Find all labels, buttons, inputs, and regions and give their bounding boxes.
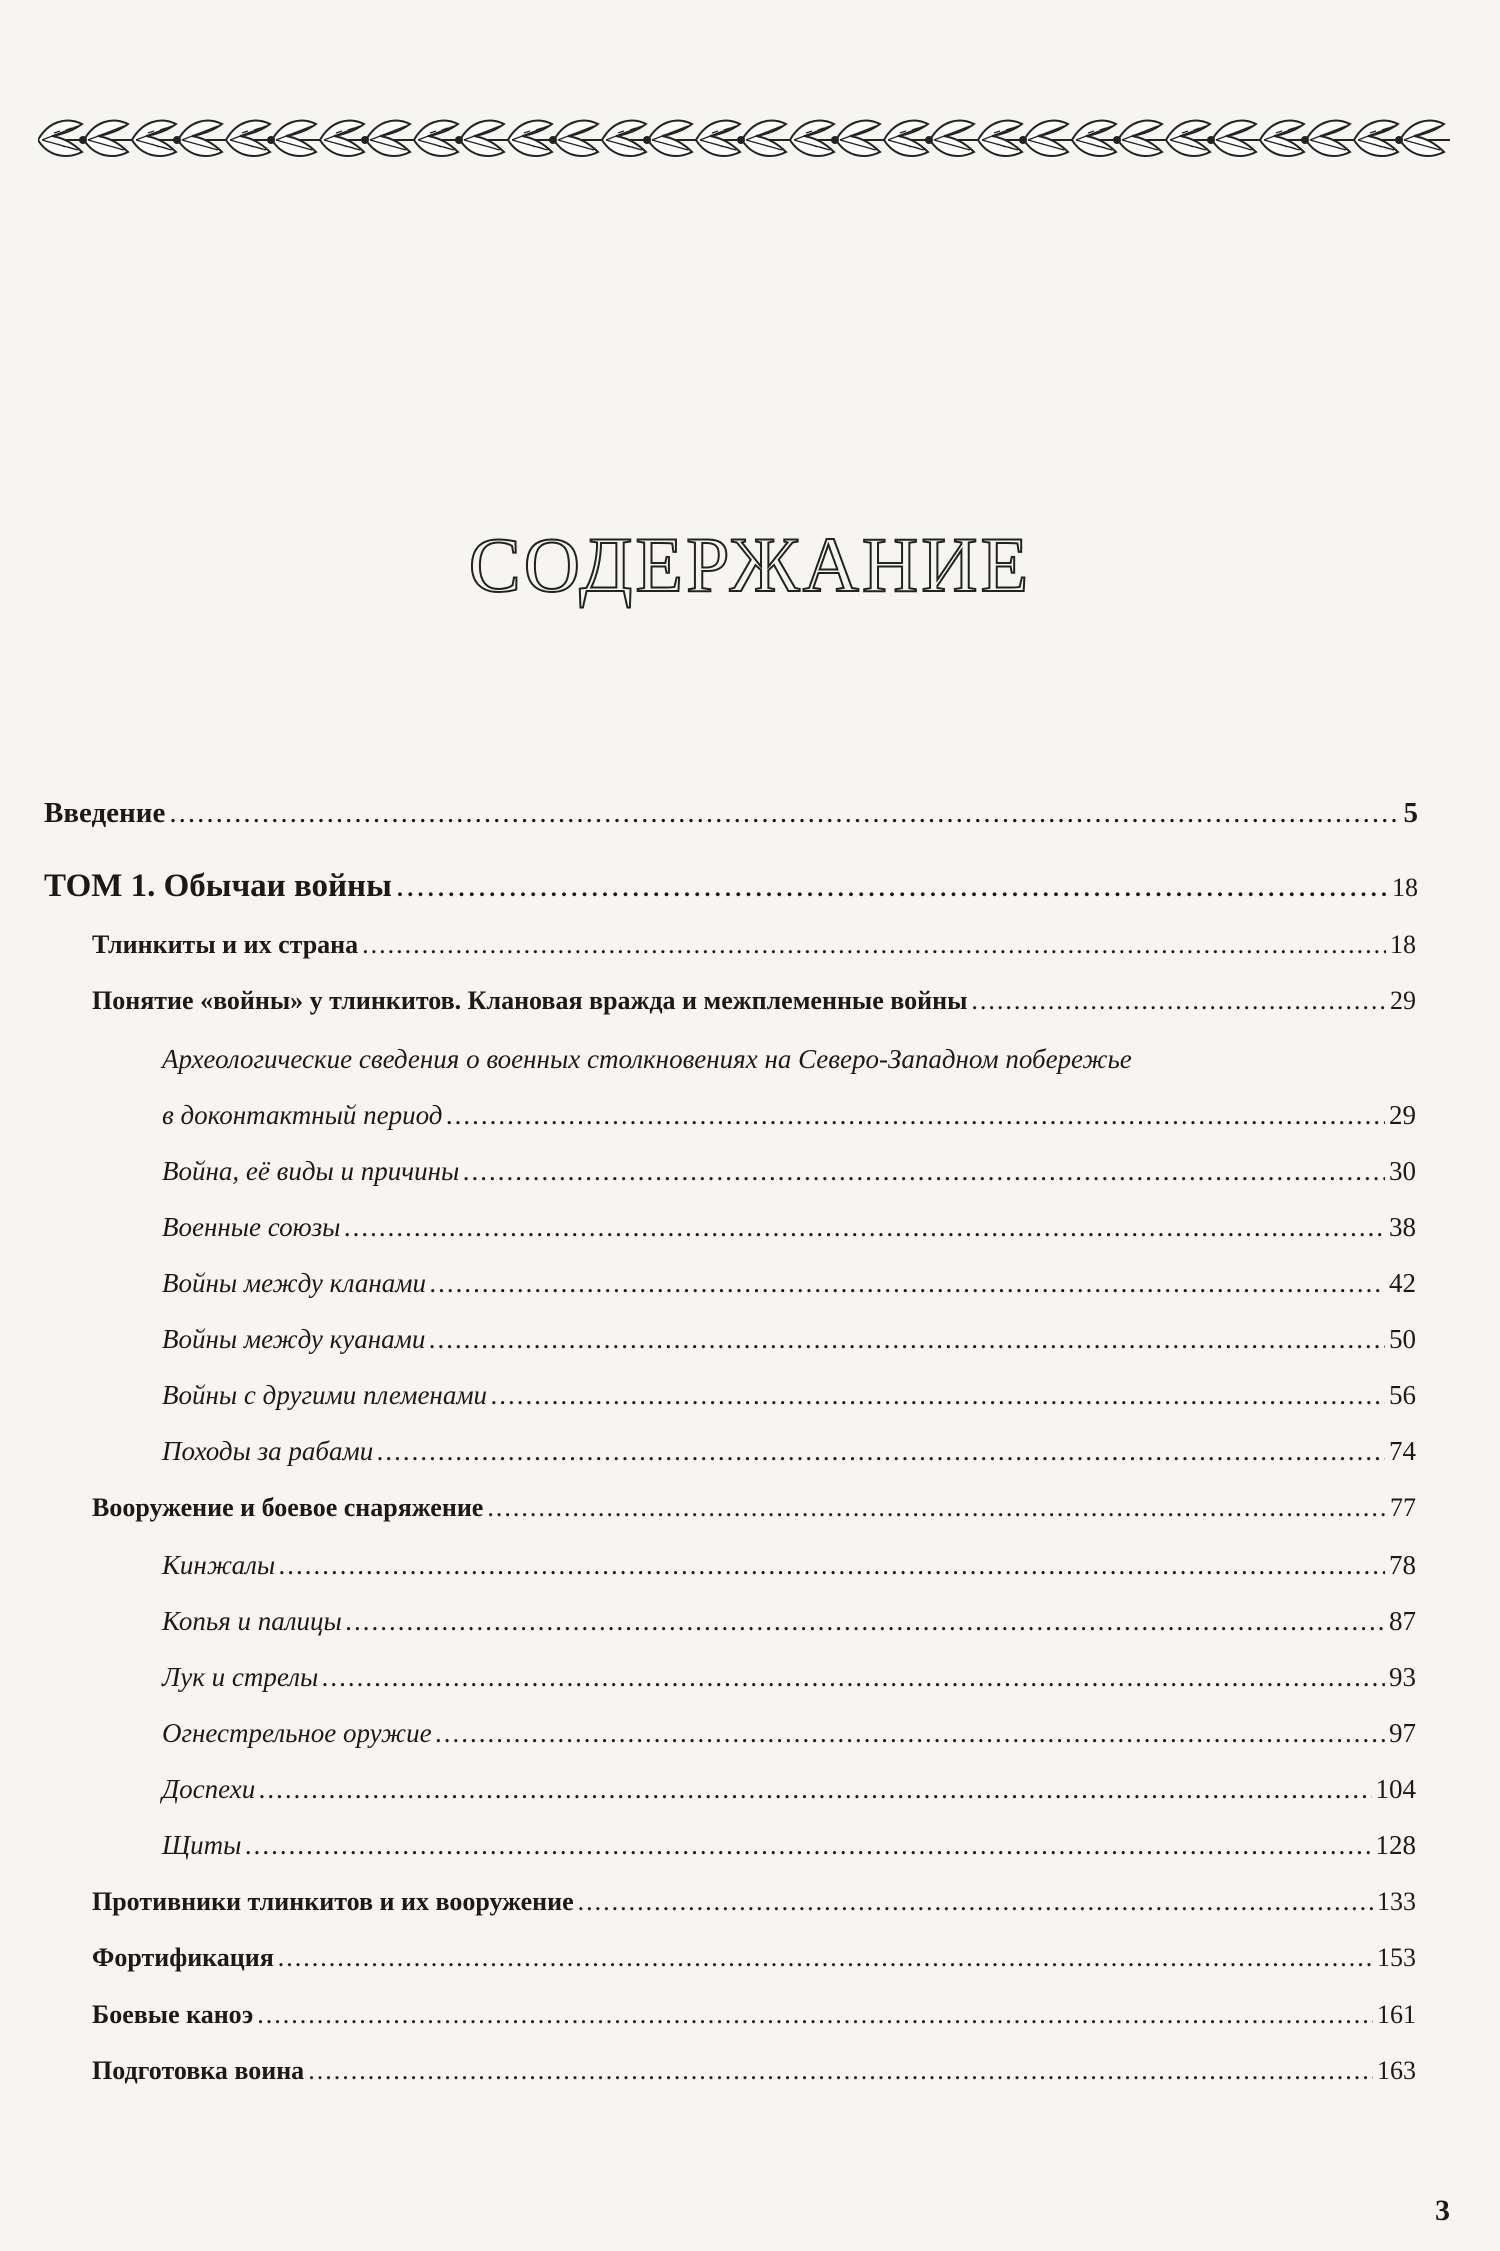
toc-entry-label: Войны между куанами <box>162 1324 426 1354</box>
toc-page-number: 77 <box>1390 1493 1416 1522</box>
toc-entry-label: Походы за рабами <box>162 1436 374 1466</box>
toc-entry-fortification[interactable] <box>92 1943 1416 1973</box>
toc-entry-war-concept[interactable] <box>92 986 1416 1016</box>
toc-page-number: 56 <box>1389 1380 1416 1410</box>
toc-page-number: 74 <box>1389 1436 1416 1466</box>
toc-entry-tribe-wars[interactable] <box>162 1380 1416 1411</box>
toc-entry-weapons[interactable] <box>92 1493 1416 1523</box>
toc-leader-dots <box>491 1380 1385 1411</box>
toc-leader-dots <box>279 1550 1385 1581</box>
toc-entry-shields[interactable] <box>162 1830 1416 1861</box>
toc-entry-label: Понятие «войны» у тлинкитов. Клановая вражда и межплеменные войны <box>92 986 968 1015</box>
toc-entry-label: Доспехи <box>162 1774 256 1804</box>
toc-leader-dots <box>169 797 1399 830</box>
toc-entry-label: Копья и палицы <box>162 1606 342 1636</box>
toc-entry-kuan-wars[interactable] <box>162 1324 1416 1355</box>
toc-page-number: 42 <box>1389 1268 1416 1298</box>
toc-leader-dots <box>245 1830 1371 1861</box>
toc-leader-dots <box>362 930 1386 960</box>
toc-page-number: 50 <box>1389 1324 1416 1354</box>
toc-entry-armor[interactable] <box>162 1774 1416 1805</box>
page-number: 3 <box>1435 2194 1450 2227</box>
toc-leader-dots <box>396 868 1388 905</box>
toc-leader-dots <box>446 1100 1385 1131</box>
toc-leader-dots <box>278 1943 1373 1973</box>
toc-entry-label: Фортификация <box>92 1943 274 1972</box>
toc-entry-canoes[interactable] <box>92 2000 1416 2030</box>
toc-entry-enemies[interactable] <box>92 1887 1416 1917</box>
toc-page-number: 18 <box>1392 873 1418 902</box>
toc-entry-bows[interactable] <box>162 1662 1416 1693</box>
toc-entry-training[interactable] <box>92 2056 1416 2086</box>
toc-page-number: 5 <box>1403 797 1418 829</box>
toc-leader-dots <box>487 1493 1386 1523</box>
toc-page-number: 153 <box>1377 1943 1416 1972</box>
toc-entry-label: Тлинкиты и их страна <box>92 930 359 959</box>
toc-leader-dots <box>436 1718 1385 1749</box>
toc-entry-label: ТОМ 1. Обычаи войны <box>44 868 392 904</box>
toc-page-number: 78 <box>1389 1550 1416 1580</box>
decorative-ornament-border <box>38 100 1450 180</box>
toc-page-number: 133 <box>1377 1887 1416 1916</box>
toc-leader-dots <box>463 1156 1385 1187</box>
toc-page-number: 38 <box>1389 1212 1416 1242</box>
toc-page-number: 161 <box>1377 2000 1416 2029</box>
toc-page-number: 163 <box>1377 2056 1416 2085</box>
page-title: СОДЕРЖАНИЕ <box>468 521 1032 608</box>
toc-entry-firearms[interactable] <box>162 1718 1416 1749</box>
toc-entry-label: Введение <box>44 797 166 829</box>
toc-entry-volume-1[interactable] <box>44 868 1418 905</box>
toc-entry-spears[interactable] <box>162 1606 1416 1637</box>
toc-page-number: 29 <box>1390 986 1416 1015</box>
toc-entry-war-types[interactable] <box>162 1156 1416 1187</box>
toc-entry-label: Щиты <box>162 1830 242 1860</box>
toc-page-number: 18 <box>1390 930 1416 959</box>
toc-entry-archaeology-line-1[interactable]: Археологические сведения о военных столкновениях на Северо-Западном побережье <box>162 1044 1132 1074</box>
toc-leader-dots <box>308 2056 1373 2086</box>
toc-page-number: 93 <box>1389 1662 1416 1692</box>
toc-page-number: 97 <box>1389 1718 1416 1748</box>
toc-entry-tlingits-country[interactable] <box>92 930 1416 960</box>
toc-page-number: 87 <box>1389 1606 1416 1636</box>
toc-entry-label: Подготовка воина <box>92 2056 305 2085</box>
toc-entry-archaeology[interactable] <box>162 1100 1416 1131</box>
toc-entry-label: Войны между кланами <box>162 1268 427 1298</box>
ornament-leaf-icon <box>38 100 1450 180</box>
toc-leader-dots <box>259 1774 1371 1805</box>
toc-entry-intro[interactable] <box>44 797 1418 830</box>
toc-entry-daggers[interactable] <box>162 1550 1416 1581</box>
toc-leader-dots <box>430 1268 1385 1299</box>
toc-leader-dots <box>578 1887 1373 1917</box>
toc-leader-dots <box>344 1212 1385 1243</box>
toc-leader-dots <box>346 1606 1385 1637</box>
toc-entry-label: Огнестрельное оружие <box>162 1718 432 1748</box>
toc-entry-label: Кинжалы <box>162 1550 276 1580</box>
toc-leader-dots <box>971 986 1386 1016</box>
toc-entry-label: Войны с другими племенами <box>162 1380 488 1410</box>
toc-page-number: 30 <box>1389 1156 1416 1186</box>
toc-entry-label: Военные союзы <box>162 1212 341 1242</box>
toc-entry-label: Война, её виды и причины <box>162 1156 460 1186</box>
toc-entry-label: Лук и стрелы <box>162 1662 319 1692</box>
toc-page-number: 104 <box>1375 1774 1416 1804</box>
toc-page-number: 29 <box>1389 1100 1416 1130</box>
toc-entry-clan-wars[interactable] <box>162 1268 1416 1299</box>
toc-entry-label: Противники тлинкитов и их вооружение <box>92 1887 574 1916</box>
toc-leader-dots <box>322 1662 1385 1693</box>
toc-leader-dots <box>257 2000 1373 2030</box>
toc-entry-label: Боевые каноэ <box>92 2000 254 2029</box>
toc-leader-dots <box>377 1436 1385 1467</box>
toc-entry-slave-raids[interactable] <box>162 1436 1416 1467</box>
toc-page-number: 128 <box>1375 1830 1416 1860</box>
toc-leader-dots <box>429 1324 1385 1355</box>
toc-entry-label: Вооружение и боевое снаряжение <box>92 1493 484 1522</box>
toc-entry-label: в доконтактный период <box>162 1100 443 1130</box>
toc-entry-alliances[interactable] <box>162 1212 1416 1243</box>
